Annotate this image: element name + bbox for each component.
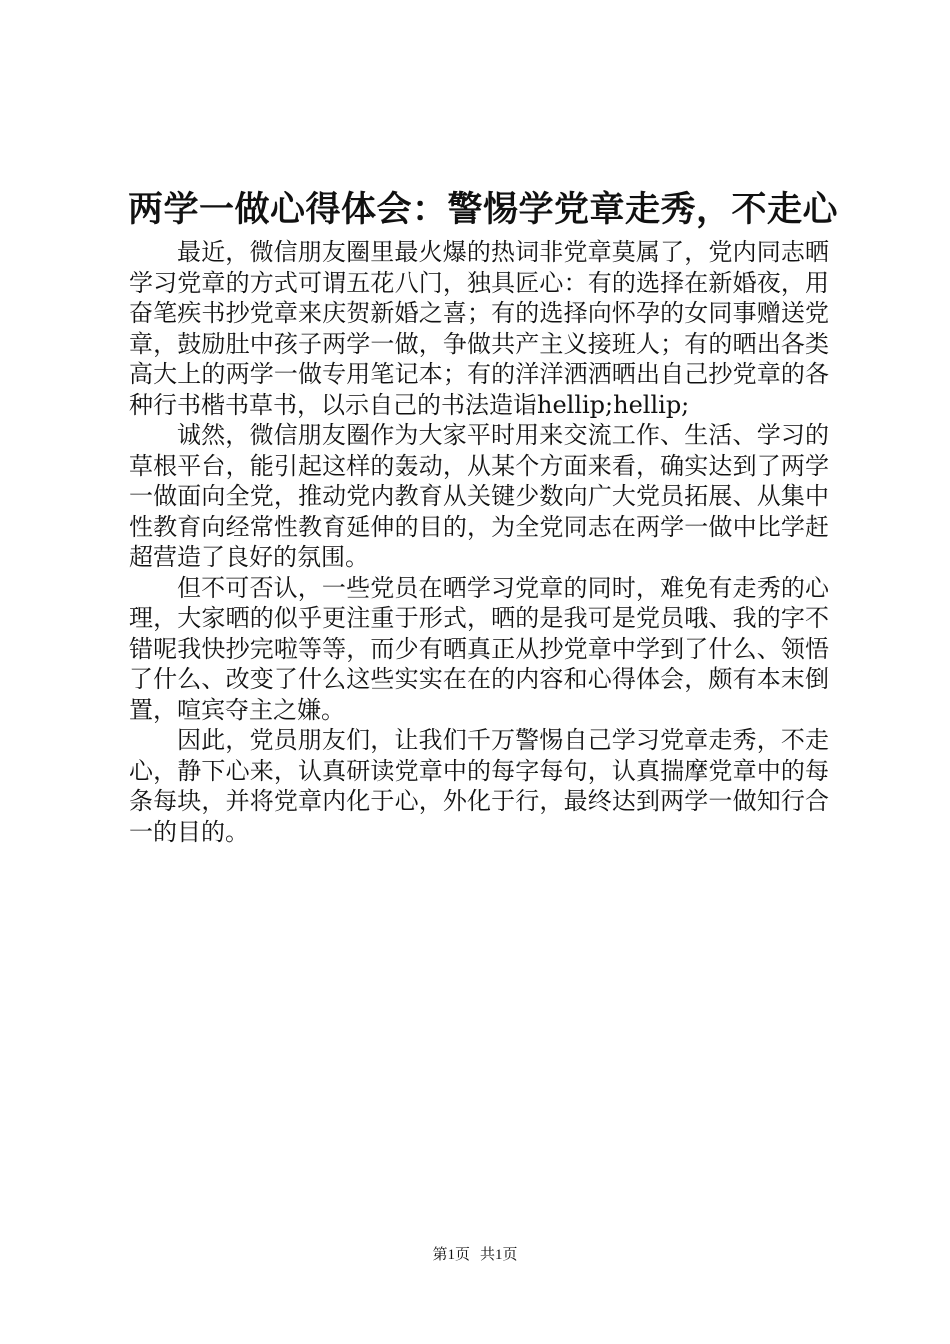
document-title: 两学一做心得体会：警惕学党章走秀，不走心 <box>128 189 839 230</box>
paragraph-2: 诚然，微信朋友圈作为大家平时用来交流工作、生活、学习的草根平台，能引起这样的轰动，从某个方面来看，确实达到了两学一做面向全党，推动党内教育从关键少数向广大党员拓展、从集中性教育向经常性教育延伸的目的，为全党同志在两学一做中比学赶超营造了良好的氛围。 <box>129 421 829 571</box>
page-footer <box>0 1245 950 1265</box>
page-total: 共1页 <box>480 1247 518 1263</box>
document-body <box>129 237 829 847</box>
paragraph-3: 但不可否认，一些党员在晒学习党章的同时，难免有走秀的心理，大家晒的似乎更注重于形式，晒的是我可是党员哦、我的字不错呢我快抄完啦等等，而少有晒真正从抄党章中学到了什么、领悟了什么、改变了什么这些实实在在的内容和心得体会，颇有本末倒置，喧宾夺主之嫌。 <box>129 573 829 724</box>
page-number: 第1页 <box>432 1247 470 1263</box>
paragraph-1: 最近，微信朋友圈里最火爆的热词非党章莫属了，党内同志晒学习党章的方式可谓五花八门，独具匠心：有的选择在新婚夜，用奋笔疾书抄党章来庆贺新婚之喜；有的选择向怀孕的女同事赠送党章，鼓励肚中孩子两学一做，争做共产主义接班人；有的晒出各类高大上的两学一做专用笔记本；有的洋洋洒洒晒出自己抄党章的各种行书楷书草书，以示自己的书法造诣hellip;hellip; <box>129 238 829 419</box>
paragraph-4: 因此，党员朋友们，让我们千万警惕自己学习党章走秀，不走心，静下心来，认真研读党章中的每字每句，认真揣摩党章中的每条每块，并将党章内化于心，外化于行，最终达到两学一做知行合一的目的。 <box>129 726 829 846</box>
